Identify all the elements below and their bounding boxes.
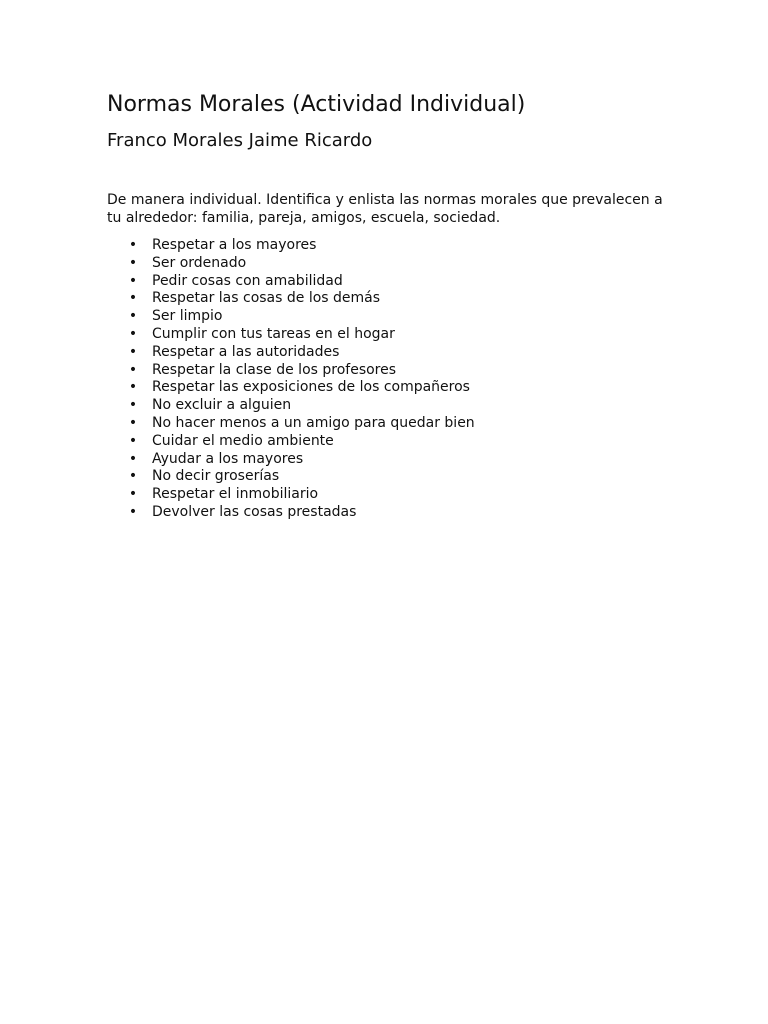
list-item-text: Respetar las cosas de los demás: [152, 290, 381, 307]
list-item: [107, 468, 677, 486]
list-item-text: Respetar las exposiciones de los compañeros: [152, 379, 470, 396]
bullet-icon: •: [128, 361, 138, 378]
list-item: [107, 415, 677, 433]
list-item: [107, 273, 677, 291]
bullet-icon: •: [128, 343, 138, 360]
bullet-icon: •: [128, 379, 138, 396]
bullet-icon: •: [128, 486, 138, 503]
bullet-icon: •: [128, 414, 138, 431]
list-item-text: Respetar a las autoridades: [152, 343, 340, 360]
bullet-icon: •: [128, 503, 138, 520]
list-item: [107, 433, 677, 451]
list-item-text: Respetar el inmobiliario: [152, 486, 319, 503]
bullet-icon: •: [128, 325, 138, 342]
list-item-text: Ser ordenado: [152, 254, 247, 271]
bullet-icon: •: [128, 432, 138, 449]
list-item: [107, 344, 677, 362]
list-item-text: Devolver las cosas prestadas: [152, 503, 357, 520]
list-item-text: No excluir a alguien: [152, 397, 292, 414]
list-item: [107, 379, 677, 397]
document-page: [107, 90, 677, 522]
list-item: [107, 237, 677, 255]
list-item: [107, 362, 677, 380]
document-title: Normas Morales (Actividad Individual): [107, 92, 526, 117]
bullet-icon: •: [128, 468, 138, 485]
list-item: [107, 451, 677, 469]
list-item: [107, 308, 677, 326]
list-item: [107, 255, 677, 273]
list-item-text: No hacer menos a un amigo para quedar bien: [152, 414, 475, 431]
list-item-text: Pedir cosas con amabilidad: [152, 272, 343, 289]
bullet-icon: •: [128, 290, 138, 307]
bullet-icon: •: [128, 272, 138, 289]
list-item-text: Respetar la clase de los profesores: [152, 361, 397, 378]
list-item-text: Cumplir con tus tareas en el hogar: [152, 325, 395, 342]
list-item: [107, 504, 677, 522]
norms-list: [107, 237, 677, 522]
list-item: [107, 397, 677, 415]
list-item-text: No decir groserías: [152, 468, 280, 485]
bullet-icon: •: [128, 308, 138, 325]
list-item: [107, 486, 677, 504]
list-item-text: Respetar a los mayores: [152, 237, 317, 253]
list-item-text: Cuidar el medio ambiente: [152, 432, 334, 449]
list-item-text: Ser limpio: [152, 308, 223, 325]
document-author: Franco Morales Jaime Ricardo: [107, 130, 373, 151]
bullet-icon: •: [128, 397, 138, 414]
bullet-icon: •: [128, 450, 138, 467]
bullet-icon: •: [128, 254, 138, 271]
document-instructions: De manera individual. Identifica y enlista las normas morales que prevalecen a tu alrededor: familia, pareja, amigos, escuela, sociedad.: [107, 192, 663, 226]
list-item: [107, 326, 677, 344]
list-item: [107, 290, 677, 308]
bullet-icon: •: [128, 237, 138, 253]
list-item-text: Ayudar a los mayores: [152, 450, 304, 467]
